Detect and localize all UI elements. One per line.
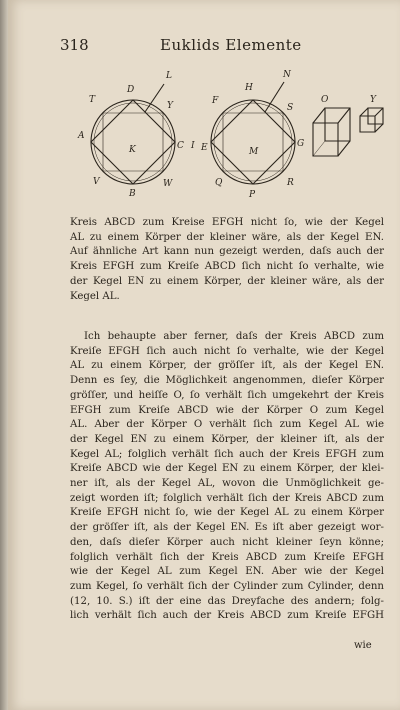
label-W: W: [163, 179, 173, 189]
text-line: (12, 10. S.) iſt der eine das Dreyfache des andern; folg-: [70, 595, 384, 607]
text-line: Auf ähnliche Art kann nun gezeigt werden, daſs auch der: [70, 246, 384, 258]
circle-efgh-figure: [211, 82, 295, 184]
label-L: L: [166, 71, 172, 81]
text-line: zeigt worden iſt; folglich verhält ſich der Kreis ABCD zum: [70, 492, 384, 504]
circle-efgh: [211, 100, 295, 184]
text-line: zum Kegel, ſo verhält ſich der Cylinder zum Cylinder, denn: [70, 580, 384, 592]
label-E: E: [201, 143, 208, 153]
label-B: B: [129, 189, 136, 199]
book-page: [8, 0, 400, 710]
solid-y: [360, 108, 383, 132]
circle-abcd: [91, 100, 175, 184]
text-line: gröſſer, und heiſſe O, ſo verhält ſich umgekehrt der Kreis: [70, 389, 384, 401]
label-A: A: [78, 131, 85, 141]
label-M: M: [249, 147, 259, 157]
label-Y2: Y: [370, 95, 376, 105]
label-D: D: [127, 85, 135, 95]
catchword: wie: [354, 640, 372, 651]
page-number: 318: [60, 36, 89, 54]
text-line: AL. Aber der Körper O verhält ſich zum Kegel AL wie: [70, 419, 384, 431]
cone-axis-line: [145, 84, 164, 112]
label-H: H: [245, 83, 253, 93]
label-Q: Q: [215, 178, 223, 188]
text-line: Kreiſe EFGH nicht ſo, wie der Kegel AL zu einem Körper: [70, 507, 384, 519]
text-line: Kegel AL.: [70, 290, 120, 302]
paragraph-2: [70, 330, 384, 624]
text-line: folglich verhält ſich der Kreis ABCD zum Kreiſe EFGH: [70, 551, 384, 563]
text-line: Kreis ABCD zum Kreise EFGH nicht ſo, wie der Kegel: [70, 217, 384, 228]
text-line: der Kegel EN zu einem Körper, der kleiner wäre, als der: [70, 275, 384, 287]
label-P: P: [249, 190, 256, 200]
label-F: F: [212, 96, 219, 106]
label-V: V: [93, 177, 100, 187]
text-line: Kreis EFGH zum Kreiſe ABCD ſich nicht ſo verhalte, wie: [70, 261, 384, 273]
label-S: S: [287, 103, 294, 113]
paragraph-1: [70, 216, 384, 304]
solid-o: [313, 108, 350, 156]
label-I: I: [191, 141, 195, 151]
text-line: den, daſs dieſer Körper auch nicht kleiner ſeyn könne;: [70, 536, 384, 548]
label-R: R: [287, 178, 294, 188]
text-line: wie der Kegel AL zum Kegel EN. Aber wie der Kegel: [70, 566, 384, 578]
geometry-figures: [63, 68, 393, 208]
text-line: lich verhält ſich auch der Kreis ABCD zum Kreiſe EFGH: [70, 610, 384, 622]
label-N: N: [283, 70, 291, 80]
text-line: AL zu einem Körper, der gröſſer iſt, als der Kegel EN.: [70, 360, 384, 372]
text-line: Kegel AL; folglich verhält ſich auch der Kreis EFGH zum: [70, 448, 384, 460]
text-line: Kreiſe EFGH ſich auch nicht ſo verhalte, wie der Kegel: [70, 345, 384, 357]
text-line: AL zu einem Körper der kleiner wäre, als der Kegel EN.: [70, 231, 384, 243]
text-line: ner iſt, als der Kegel AL, wovon die Unmöglichkeit ge-: [70, 478, 384, 490]
running-title: Euklids Elemente: [160, 36, 302, 54]
text-line: Kreiſe ABCD wie der Kegel EN zu einem Körper, der klei-: [70, 463, 384, 475]
text-line: EFGH zum Kreiſe ABCD wie der Körper O zum Kegel: [70, 404, 384, 416]
text-line: der gröſſer iſt, als der Kegel EN. Es iſt aber gezeigt wor-: [70, 522, 384, 534]
label-T: T: [89, 95, 96, 105]
text-line: Denn es ſey, die Möglichkeit angenommen, dieſer Körper: [70, 375, 384, 387]
label-G: G: [297, 139, 305, 149]
figure-plate: [63, 68, 393, 208]
label-Y1: Y: [167, 101, 173, 111]
book-gutter: [0, 0, 8, 710]
label-K: K: [129, 145, 136, 155]
text-line: Ich behaupte aber ferner, daſs der Kreis ABCD zum: [84, 331, 384, 342]
label-C: C: [177, 141, 184, 151]
circle-abcd-figure: [91, 84, 175, 184]
label-O: O: [321, 95, 329, 105]
cone-axis-line-2: [265, 82, 284, 112]
text-line: der Kegel EN zu einem Körper, der kleiner iſt, als der: [70, 433, 384, 445]
